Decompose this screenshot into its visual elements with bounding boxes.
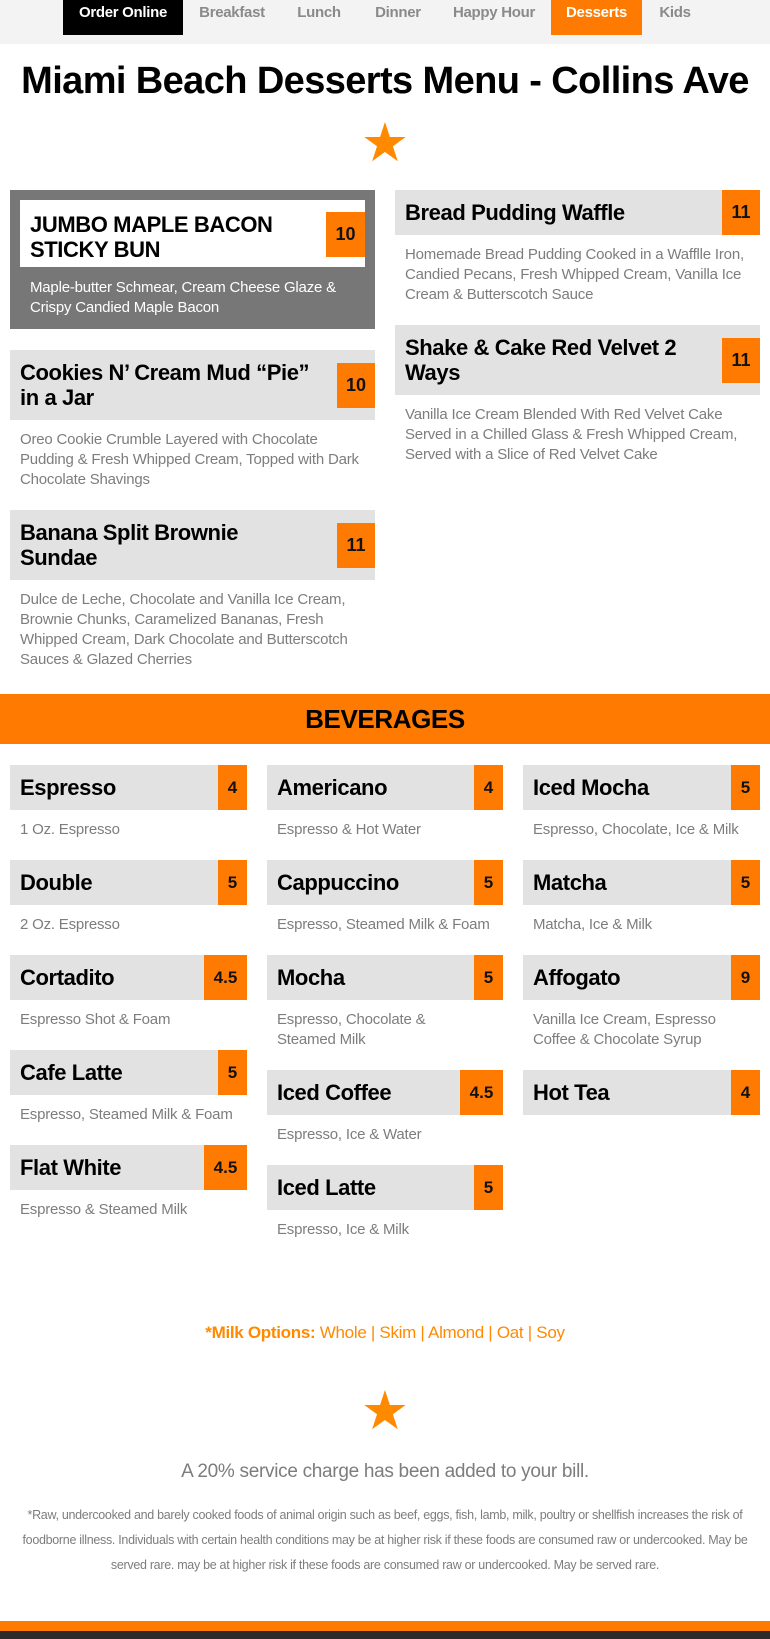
- dessert-name: Banana Split Brownie Sundae: [20, 520, 239, 570]
- dessert-card-header: [10, 350, 375, 420]
- dessert-name: Cookies N’ Cream Mud “Pie” in a Jar: [20, 360, 310, 410]
- beverage-header: [523, 765, 760, 810]
- beverage-name: Iced Coffee: [277, 1080, 392, 1105]
- footer-accent-bar: [0, 1621, 770, 1631]
- beverage-description: Espresso, Ice & Milk: [277, 1221, 409, 1238]
- price-badge: 5: [474, 955, 503, 1000]
- price-badge: 4: [474, 765, 503, 810]
- beverage-description: Espresso & Hot Water: [277, 821, 421, 838]
- price-badge: 10: [337, 363, 375, 408]
- dessert-description: Homemade Bread Pudding Cooked in a Wafflle Iron, Candied Pecans, Fresh Whipped Cream, Vanilla Ice Cream & Butterscotch Sauce: [405, 246, 744, 303]
- dessert-name: Shake & Cake Red Velvet 2 Ways: [405, 335, 677, 385]
- beverage-name: Americano: [277, 775, 388, 800]
- dessert-name: Bread Pudding Waffle: [405, 200, 625, 225]
- nav-dinner[interactable]: Dinner: [375, 4, 421, 21]
- page-title: Miami Beach Desserts Menu - Collins Ave: [21, 60, 749, 102]
- nav-kids[interactable]: Kids: [659, 4, 691, 21]
- featured-dessert-card: [10, 190, 375, 329]
- nav-order-online[interactable]: Order Online: [63, 0, 183, 35]
- beverage-description: Espresso & Steamed Milk: [20, 1201, 188, 1218]
- beverage-description: Espresso Shot & Foam: [20, 1011, 171, 1028]
- beverage-header: [523, 1070, 760, 1115]
- footer-bar: [0, 1631, 770, 1639]
- price-badge: 4: [731, 1070, 760, 1115]
- food-safety-disclaimer: *Raw, undercooked and barely cooked foods of animal origin such as beef, eggs, fish, lamb, milk, poultry or shellfish increases the risk of foodborne illness. Individuals with certain health conditions may be at higher risk if these foods are consumed raw or undercooked. May be served rare. may be at higher risk if these foods are consumed raw or undercooked. May be served rare.: [22, 1508, 748, 1572]
- price-badge: 4.5: [460, 1070, 503, 1115]
- beverage-header: [10, 1145, 247, 1190]
- beverage-name: Iced Mocha: [533, 775, 649, 800]
- beverage-name: Cafe Latte: [20, 1060, 123, 1085]
- price-badge: 5: [474, 860, 503, 905]
- price-badge: 4.5: [204, 955, 247, 1000]
- price-badge: 9: [731, 955, 760, 1000]
- beverage-name: Cappuccino: [277, 870, 399, 895]
- price-badge: 11: [722, 338, 760, 383]
- price-badge: 4: [218, 765, 247, 810]
- milk-options: [0, 1323, 770, 1343]
- beverage-description: Espresso, Steamed Milk & Foam: [277, 916, 490, 933]
- beverage-description: Vanilla Ice Cream, Espresso Coffee & Chocolate Syrup: [533, 1011, 716, 1048]
- beverage-name: Espresso: [20, 775, 116, 800]
- beverage-description: Espresso, Steamed Milk & Foam: [20, 1106, 233, 1123]
- beverage-description: Espresso, Chocolate, Ice & Milk: [533, 821, 739, 838]
- beverage-name: Matcha: [533, 870, 607, 895]
- price-badge: 11: [337, 523, 375, 568]
- nav-desserts[interactable]: Desserts: [551, 0, 642, 35]
- beverage-header: [267, 765, 503, 810]
- beverage-name: Iced Latte: [277, 1175, 376, 1200]
- beverage-header: [267, 1070, 503, 1115]
- star-icon: ★: [360, 1379, 410, 1442]
- beverage-header: [523, 955, 760, 1000]
- beverage-description: 1 Oz. Espresso: [20, 821, 120, 838]
- price-badge: 11: [722, 190, 760, 235]
- beverage-description: Matcha, Ice & Milk: [533, 916, 652, 933]
- beverage-header: [10, 955, 247, 1000]
- price-badge: 4.5: [204, 1145, 247, 1190]
- dessert-card-header: [395, 190, 760, 235]
- nav-lunch[interactable]: Lunch: [297, 4, 341, 21]
- nav-happy-hour[interactable]: Happy Hour: [452, 4, 535, 21]
- price-badge: 5: [474, 1165, 503, 1210]
- price-badge: 5: [218, 1050, 247, 1095]
- dessert-description: Maple-butter Schmear, Cream Cheese Glaze & Crispy Candied Maple Bacon: [30, 279, 336, 316]
- beverage-header: [10, 1050, 247, 1095]
- dessert-description: Dulce de Leche, Chocolate and Vanilla Ice Cream, Brownie Chunks, Caramelized Bananas, Fresh Whipped Cream, Dark Chocolate and Butterscotch Sauces & Glazed Cherries: [20, 591, 348, 668]
- beverage-name: Affogato: [533, 965, 621, 990]
- beverage-header: [10, 765, 247, 810]
- category-nav: [0, 0, 770, 44]
- dessert-description: Vanilla Ice Cream Blended With Red Velvet Cake Served in a Chilled Glass & Fresh Whipped Cream, Served with a Slice of Red Velvet Cake: [405, 406, 738, 463]
- price-badge: 5: [731, 765, 760, 810]
- beverage-name: Flat White: [20, 1155, 122, 1180]
- dessert-card-header: [395, 325, 760, 395]
- milk-options-label: *Milk Options:: [205, 1323, 316, 1342]
- service-charge-note: A 20% service charge has been added to your bill.: [181, 1461, 589, 1482]
- nav-breakfast[interactable]: Breakfast: [199, 4, 265, 21]
- beverage-header: [267, 860, 503, 905]
- dessert-description: Oreo Cookie Crumble Layered with Chocolate Pudding & Fresh Whipped Cream, Topped with Dark Chocolate Shavings: [20, 431, 359, 488]
- beverage-description: Espresso, Ice & Water: [277, 1126, 422, 1143]
- star-icon: ★: [360, 111, 410, 174]
- price-badge: 5: [218, 860, 247, 905]
- beverage-name: Mocha: [277, 965, 345, 990]
- dessert-card-header: [10, 510, 375, 580]
- beverage-header: [10, 860, 247, 905]
- beverages-heading: BEVERAGES: [0, 694, 770, 744]
- milk-options-list: Whole | Skim | Almond | Oat | Soy: [315, 1323, 565, 1342]
- beverage-name: Double: [20, 870, 93, 895]
- beverage-header: [523, 860, 760, 905]
- beverage-description: 2 Oz. Espresso: [20, 916, 120, 933]
- beverage-header: [267, 955, 503, 1000]
- featured-dessert-header: [20, 200, 365, 267]
- price-badge: 10: [326, 212, 365, 257]
- beverage-header: [267, 1165, 503, 1210]
- beverage-description: Espresso, Chocolate & Steamed Milk: [277, 1011, 426, 1048]
- dessert-name: JUMBO MAPLE BACON STICKY BUN: [30, 212, 273, 262]
- beverage-name: Hot Tea: [533, 1080, 610, 1105]
- price-badge: 5: [731, 860, 760, 905]
- beverage-name: Cortadito: [20, 965, 115, 990]
